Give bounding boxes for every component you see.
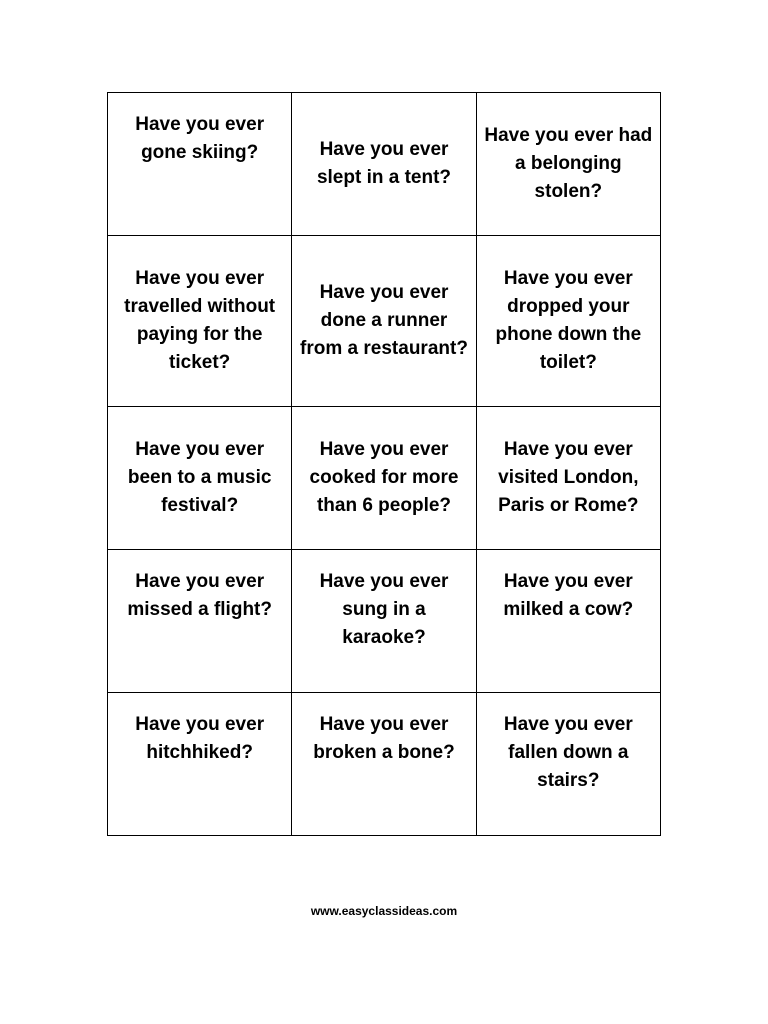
question-card: Have you ever broken a bone? — [292, 693, 476, 836]
question-card: Have you ever missed a flight? — [108, 550, 292, 693]
question-card: Have you ever hitchhiked? — [108, 693, 292, 836]
question-card: Have you ever cooked for more than 6 people? — [292, 407, 476, 550]
card-row — [108, 693, 661, 836]
card-row — [108, 236, 661, 407]
question-card: Have you ever been to a music festival? — [108, 407, 292, 550]
question-card: Have you ever done a runner from a restaurant? — [292, 236, 476, 407]
website-footer: www.easyclassideas.com — [310, 904, 458, 918]
question-card: Have you ever dropped your phone down the toilet? — [476, 236, 660, 407]
question-card: Have you ever slept in a tent? — [292, 93, 476, 236]
question-card: Have you ever visited London, Paris or Rome? — [476, 407, 660, 550]
question-card-grid — [107, 92, 661, 836]
card-row — [108, 550, 661, 693]
question-card: Have you ever sung in a karaoke? — [292, 550, 476, 693]
question-card: Have you ever milked a cow? — [476, 550, 660, 693]
question-card: Have you ever had a belonging stolen? — [476, 93, 660, 236]
question-card: Have you ever fallen down a stairs? — [476, 693, 660, 836]
question-card: Have you ever gone skiing? — [108, 93, 292, 236]
question-card: Have you ever travelled without paying for the ticket? — [108, 236, 292, 407]
card-row — [108, 407, 661, 550]
card-row — [108, 93, 661, 236]
